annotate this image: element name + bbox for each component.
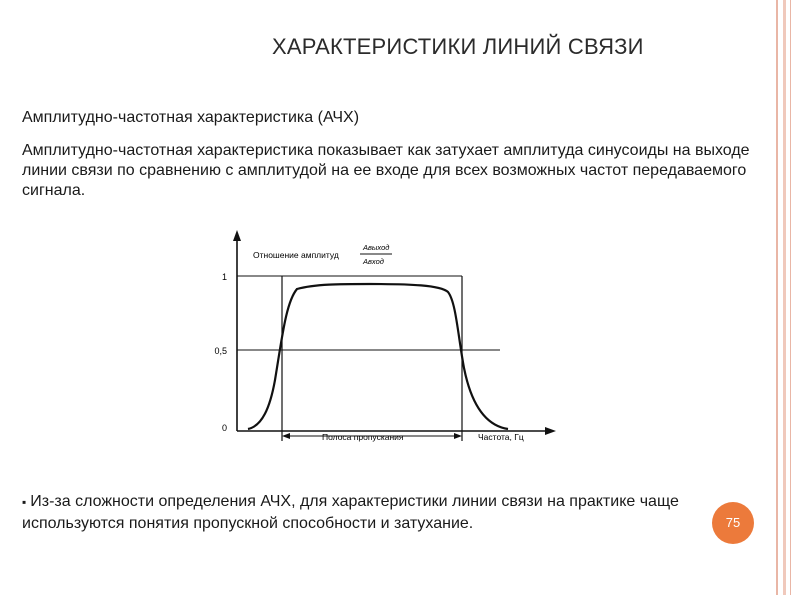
page-number-badge: 75 <box>712 502 754 544</box>
x-axis-arrow <box>545 427 556 435</box>
frame-line <box>776 0 778 595</box>
frame-line <box>783 0 786 595</box>
y-axis-arrow <box>233 230 241 241</box>
y-tick-label-half: 0,5 <box>214 346 227 356</box>
section-heading: Амплитудно-частотная характеристика (АЧХ) <box>22 109 360 126</box>
page-title: ХАРАКТЕРИСТИКИ ЛИНИЙ СВЯЗИ <box>272 34 644 59</box>
decorative-frame <box>774 0 794 595</box>
ratio-numerator: Авыход <box>363 243 390 252</box>
response-curve <box>248 284 508 429</box>
y-tick-label-1: 1 <box>221 272 227 282</box>
note-bullet <box>22 491 712 535</box>
ratio-denominator: Авход <box>363 257 384 266</box>
band-arrow-right <box>454 433 462 439</box>
y-axis-label: Отношение амплитуд <box>253 250 339 260</box>
band-label: Полоса пропускания <box>322 432 404 442</box>
description-paragraph: Амплитудно-частотная характеристика показывает как затухает амплитуда синусоиды на выходе линии связи по сравнению с амплитудой на ее входе для всех возможных частот передаваемого сигнала. <box>22 142 750 199</box>
y-tick-label-0: 0 <box>221 423 227 433</box>
bullet-text: Из-за сложности определения АЧХ, для характеристики линии связи на практике чаще используются понятия пропускной способности и затухание. <box>22 493 679 532</box>
frame-line <box>790 0 791 595</box>
x-axis-label: Частота, Гц <box>478 432 524 442</box>
band-arrow-left <box>282 433 290 439</box>
frequency-response-diagram <box>200 228 560 458</box>
bullet-marker-icon: ▪ <box>22 495 27 509</box>
